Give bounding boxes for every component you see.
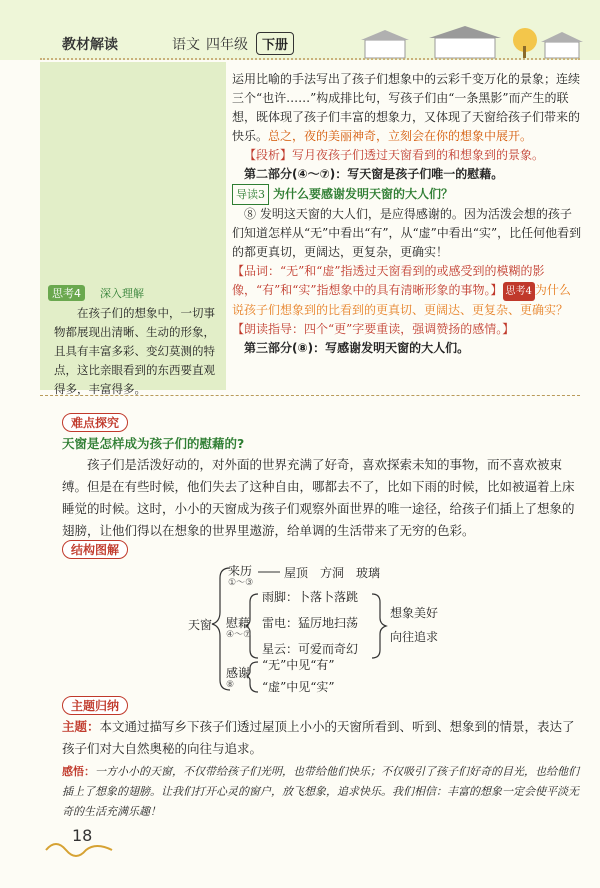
comfort-item-2: 雷电：猛厉地扫荡 xyxy=(262,616,359,630)
reading-guide: 【朗读指导：四个“更”字要重读，强调赞扬的感情。】 xyxy=(232,322,515,336)
difficulty-tag: 难点探究 xyxy=(62,413,128,432)
theme-paragraph xyxy=(62,716,582,760)
difficulty-text: 孩子们是活泼好动的，对外面的世界充满了好奇，喜欢探索未知的事物，而不喜欢被束缚。但是在有些时候，他们失去了这种自由，哪都去不了，比如下雨的时候，比如被逼着上床睡觉的时候。这时，小小的天窗成为孩子们观察外面世界的唯一途径，给孩子们插上了想象的翅膀，让他们得以在想象的世界里遨游，给单调的生活带来了无穷的色彩。 xyxy=(62,457,575,538)
subject: 语文 xyxy=(172,37,200,53)
guide-question: 为什么要感谢发明天窗的大人们？ xyxy=(273,187,454,201)
pinyu-text: 【品词：“无”和“虚”指透过天窗看到的或感受到的模糊的影像，“有”和“实”指想象中的具有清晰形象的事物。】 xyxy=(232,264,545,297)
main-text xyxy=(232,70,582,358)
paragraph-analysis xyxy=(232,70,582,146)
header-divider xyxy=(40,58,580,60)
think-tag: 思考4 xyxy=(48,285,85,301)
branch-origin: 来历 ①～③ xyxy=(228,564,254,588)
structure-tag: 结构图解 xyxy=(62,540,128,559)
comfort-item-3: 星云：可爱而奇幻 xyxy=(262,642,359,656)
summary-2: 向往追求 xyxy=(390,630,439,644)
section-divider xyxy=(40,395,580,396)
part-two-title: 第二部分(④～⑦)：写天窗是孩子们唯一的慰藉。 xyxy=(244,167,504,181)
sidebar-text: 在孩子们的想象中，一切事物都展现出清晰、生动的形象，且具有丰富多彩、变幻莫测的特点，这比亲眼看到的东西要直观得多，丰富得多。 xyxy=(54,306,215,396)
thanks-item-1: “无”中见“有” xyxy=(262,658,335,672)
para1-a: 运用比喻的手法写出了孩子们想象中的云彩千变万化的景象；连续三个“也许……”构成排比句，写孩子们由“一条黑影”而产生的联想，既体现了孩子们丰富的想象力，又体现了天窗给孩子们带来的快乐。 xyxy=(232,72,581,143)
para1-b: 总之，夜的美丽神奇，立刻会在你的想象中展开。 xyxy=(268,129,533,143)
section-analysis: 【段析】写月夜孩子们透过天窗看到的和想象到的景象。 xyxy=(244,148,545,162)
think-label: 深入理解 xyxy=(100,287,144,300)
feel-label: 感悟： xyxy=(62,765,95,778)
root-node: 天窗 xyxy=(188,618,213,632)
structure-diagram xyxy=(0,560,600,700)
paragraph-8: ⑧ 发明这天窗的大人们，是应得感谢的。因为活泼会想的孩子们知道怎样从“无”中看出“有”，从“虚”中看出“实”，比任何他看到的都更真切，更阔达，更复杂，更确实！ xyxy=(232,207,582,259)
think4-text: 为什么说孩子们想象到的比看到的更真切、更阔达、更复杂、更确实？ xyxy=(232,283,571,317)
origin-items: 屋顶 方洞 玻璃 xyxy=(284,566,381,580)
comfort-item-1: 雨脚：卜落卜落跳 xyxy=(262,590,359,604)
grade: 四年级 xyxy=(206,37,248,53)
think4-tag: 思考4 xyxy=(503,282,535,301)
difficulty-question: 天窗是怎样成为孩子们的慰藉的? xyxy=(62,436,245,451)
village-illustration-icon xyxy=(355,26,585,60)
guide-line xyxy=(232,184,582,205)
theme-label: 主题： xyxy=(62,719,100,734)
part-three-title: 第三部分(⑧)：写感谢发明天窗的大人们。 xyxy=(244,341,470,355)
theme-tag: 主题归纳 xyxy=(62,696,128,715)
volume-badge: 下册 xyxy=(256,32,294,55)
theme-text: 本文通过描写乡下孩子们透过屋顶上小小的天窗所看到、听到、想象到的情景，表达了孩子们对大自然奥秘的向往与追求。 xyxy=(62,719,575,756)
feel-text: 一方小小的天窗，不仅带给孩子们光明，也带给他们快乐；不仅吸引了孩子们好奇的目光，也给他们插上了想象的翅膀。让我们打开心灵的窗户，放飞想象，追求快乐。我们相信：丰富的想象一定会使平淡无奇的生活充满乐趣！ xyxy=(62,765,579,818)
book-title: 教材解读 xyxy=(62,37,118,53)
branch-thanks: 感谢 ⑧ xyxy=(226,666,251,690)
page-number: 18 xyxy=(72,826,93,845)
word-analysis xyxy=(232,262,582,320)
thanks-item-2: “虚”中见“实” xyxy=(262,680,335,694)
summary-1: 想象美好 xyxy=(390,606,439,620)
guide-tag: 导读3 xyxy=(232,184,269,205)
feel-paragraph xyxy=(62,762,582,822)
branch-comfort: 慰藉 ④～⑦ xyxy=(226,616,252,640)
